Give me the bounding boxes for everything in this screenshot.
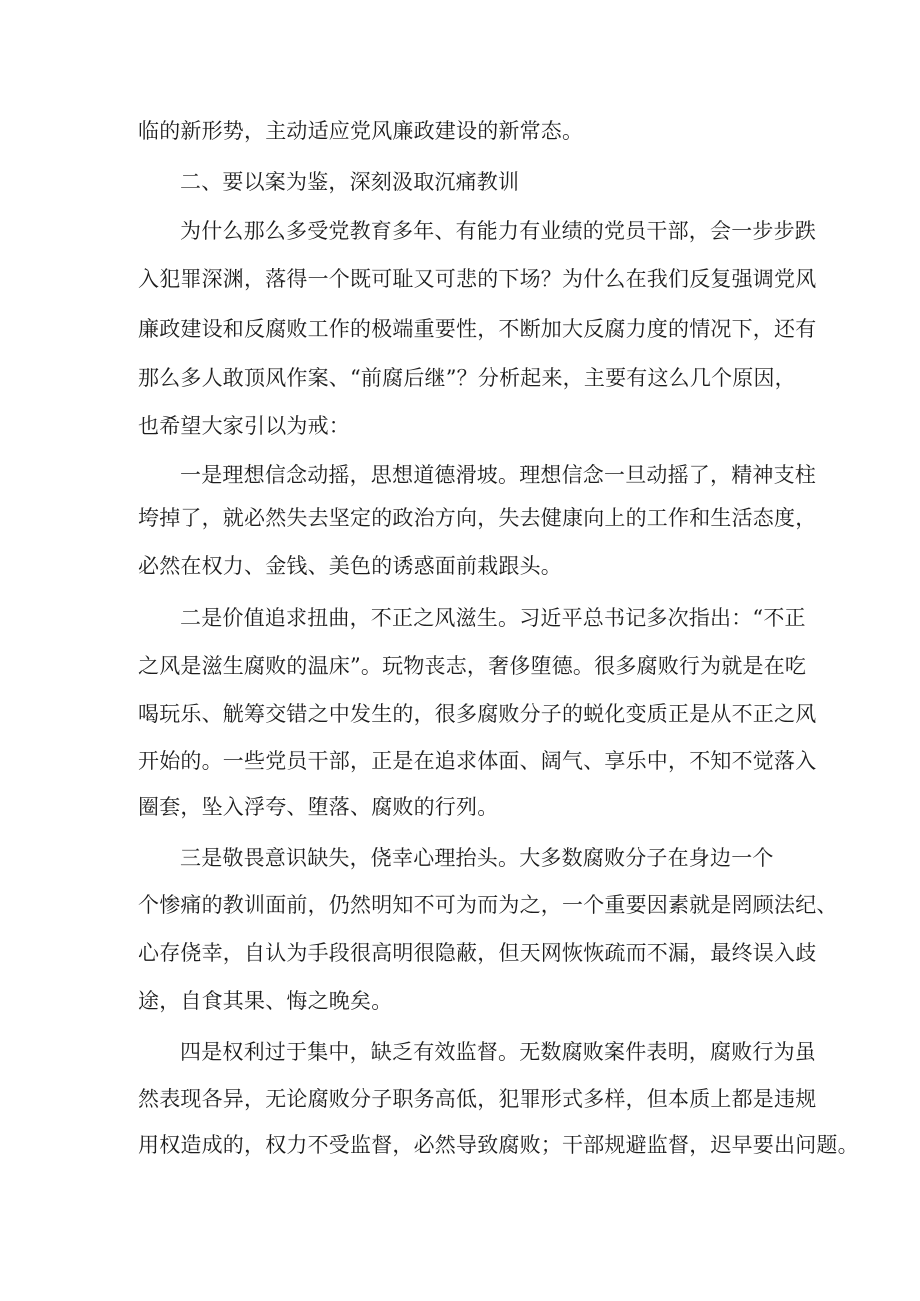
text-line: 圈套，坠入浮夸、堕落、腐败的行列。 [138,795,499,819]
text-line: 二是价值追求扭曲，不正之风滋生。习近平总书记多次指出：“不正 [180,606,806,630]
text-line: 之风是滋生腐败的温床”。玩物丧志，奢侈堕德。很多腐败行为就是在吃 [138,654,807,678]
text-line: 喝玩乐、觥筹交错之中发生的，很多腐败分子的蜕化变质正是从不正之风 [138,702,817,726]
text-line: 也希望大家引以为戒： [138,414,350,438]
text-line: 三是敬畏意识缺失，侥幸心理抬头。大多数腐败分子在身边一个 [180,846,774,870]
text-line: 临的新形势，主动适应党风廉政建设的新常态。 [138,119,584,143]
text-line: 心存侥幸，自认为手段很高明很隐蔽，但天网恢恢疏而不漏，最终误入歧 [138,941,817,965]
section-heading: 二、要以案为鉴，深刻汲取沉痛教训 [180,170,520,194]
text-line: 廉政建设和反腐败工作的极端重要性，不断加大反腐力度的情况下，还有 [138,317,817,341]
text-line: 用权造成的，权力不受监督，必然导致腐败；干部规避监督，迟早要出问题。 [138,1133,859,1157]
text-line: 那么多人敢顶风作案、“前腐后继”？分析起来，主要有这么几个原因， [138,366,796,390]
text-line: 途，自食其果、悔之晚矣。 [138,989,393,1013]
text-line: 垮掉了，就必然失去坚定的政治方向，失去健康向上的工作和生活态度， [138,506,817,530]
text-line: 入犯罪深渊，落得一个既可耻又可悲的下场？为什么在我们反复强调党风 [138,267,817,291]
text-line: 一是理想信念动摇，思想道德滑坡。理想信念一旦动摇了，精神支柱 [180,463,816,487]
text-line: 然表现各异，无论腐败分子职务高低，犯罪形式多样，但本质上都是违规 [138,1087,817,1111]
text-line: 开始的。一些党员干部，正是在追求体面、阔气、享乐中，不知不觉落入 [138,749,817,773]
text-line: 个惨痛的教训面前，仍然明知不可为而为之，一个重要因素就是罔顾法纪、 [138,893,838,917]
text-line: 为什么那么多受党教育多年、有能力有业绩的党员干部，会一步步跌 [180,219,816,243]
text-line: 必然在权力、金钱、美色的诱惑面前栽跟头。 [138,554,562,578]
text-line: 四是权利过于集中，缺乏有效监督。无数腐败案件表明，腐败行为虽 [180,1040,816,1064]
